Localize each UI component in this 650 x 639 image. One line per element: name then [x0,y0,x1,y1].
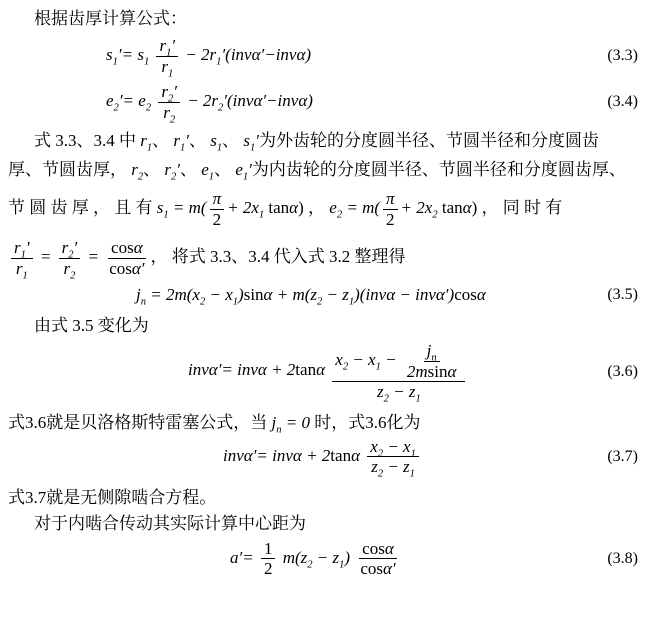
equation-3-3 [8,36,642,79]
equation-3-8-formula: a′= $\frac{1}{2}$ $m(z_2 - z_1)$ $\frac{\cos\alpha}{\cos\alpha'}$ [230,538,396,579]
equation-3-5-number: (3.5) [607,286,638,304]
equation-3-7 [8,436,642,480]
equation-3-7-number: (3.7) [607,447,638,465]
intro-text: 根据齿厚计算公式： [34,9,187,28]
equation-3-4-number: (3.4) [607,93,638,111]
equation-3-3-number: (3.3) [607,47,638,65]
note-no-backlash: 式3.7就是无侧隙啮合方程。 [8,487,217,507]
note-center-distance: 对于内啮合传动其实际计算中心距为 [34,513,306,533]
paragraph-line-2: 厚、节圆齿厚， $r_2$、 $r_2'$、 $e_1$、 $e_1'$为内齿轮的分度圆半径、节圆半径和分度圆齿厚、 [8,160,626,183]
paragraph-line-4: $\frac{r_1'}{r_1}$ = $\frac{r_2'}{r_2}$ = $\frac{\cos\alpha}{\cos\alpha'}$ ， 将式 3.3、3.4 代入式 3.2 整理得 [8,231,642,283]
note-berlogesite: 式3.6就是贝洛格斯特雷塞公式，当 $j_n = 0$ 时，式3.6化为 [8,412,421,436]
equation-3-6 [8,341,642,405]
equation-3-8 [8,539,642,579]
equation-3-8-number: (3.8) [607,549,638,567]
paragraph-line-3: 节 圆 齿 厚 ， 且 有 $s_1 = m$( $\frac{\pi}{2}$ + $2x_1$ tanα) ， $e_2 = m$( $\frac{\pi}{2}$ + $2x_2$ tanα) ， 同 时 有 [8,189,563,229]
equation-3-4 [8,82,642,126]
equation-3-7-formula: invα′= invα + 2tanα $\frac{x_2 - x_1}{z_2 - z_1}$ [223,437,422,477]
equation-3-6-number: (3.6) [607,362,638,380]
paragraph-line-1: 式 3.3、3.4 中 $r_1$、 $r_1'$、 $s_1$、 $s_1'$为外齿轮的分度圆半径、节圆半径和分度圆齿 [34,131,599,154]
equation-3-4-formula: $e_2'= e_2$ $\frac{r_2'}{r_2}$ − $2r_2'(inv\alpha'-inv\alpha)$ [106,82,313,126]
transform-text: 由式 3.5 变化为 [34,316,149,336]
equation-3-3-formula: $s_1'= s_1$ $\frac{r_1'}{r_1}$ − $2r_1'(inv\alpha'-inv\alpha)$ [106,36,312,79]
equation-3-5-formula: $j_n = 2m(x_2 - x_1)\sin\alpha + m(z_2 - z_1)(inv\alpha - inv\alpha')\cos\alpha$ [136,285,486,308]
equation-3-6-formula: invα′= invα + 2tanα $x_2 - x_1$ − $\frac{j_n}{2msin\alpha}$ $z_2 - z_1$ [188,341,468,402]
equation-3-5 [8,285,642,308]
